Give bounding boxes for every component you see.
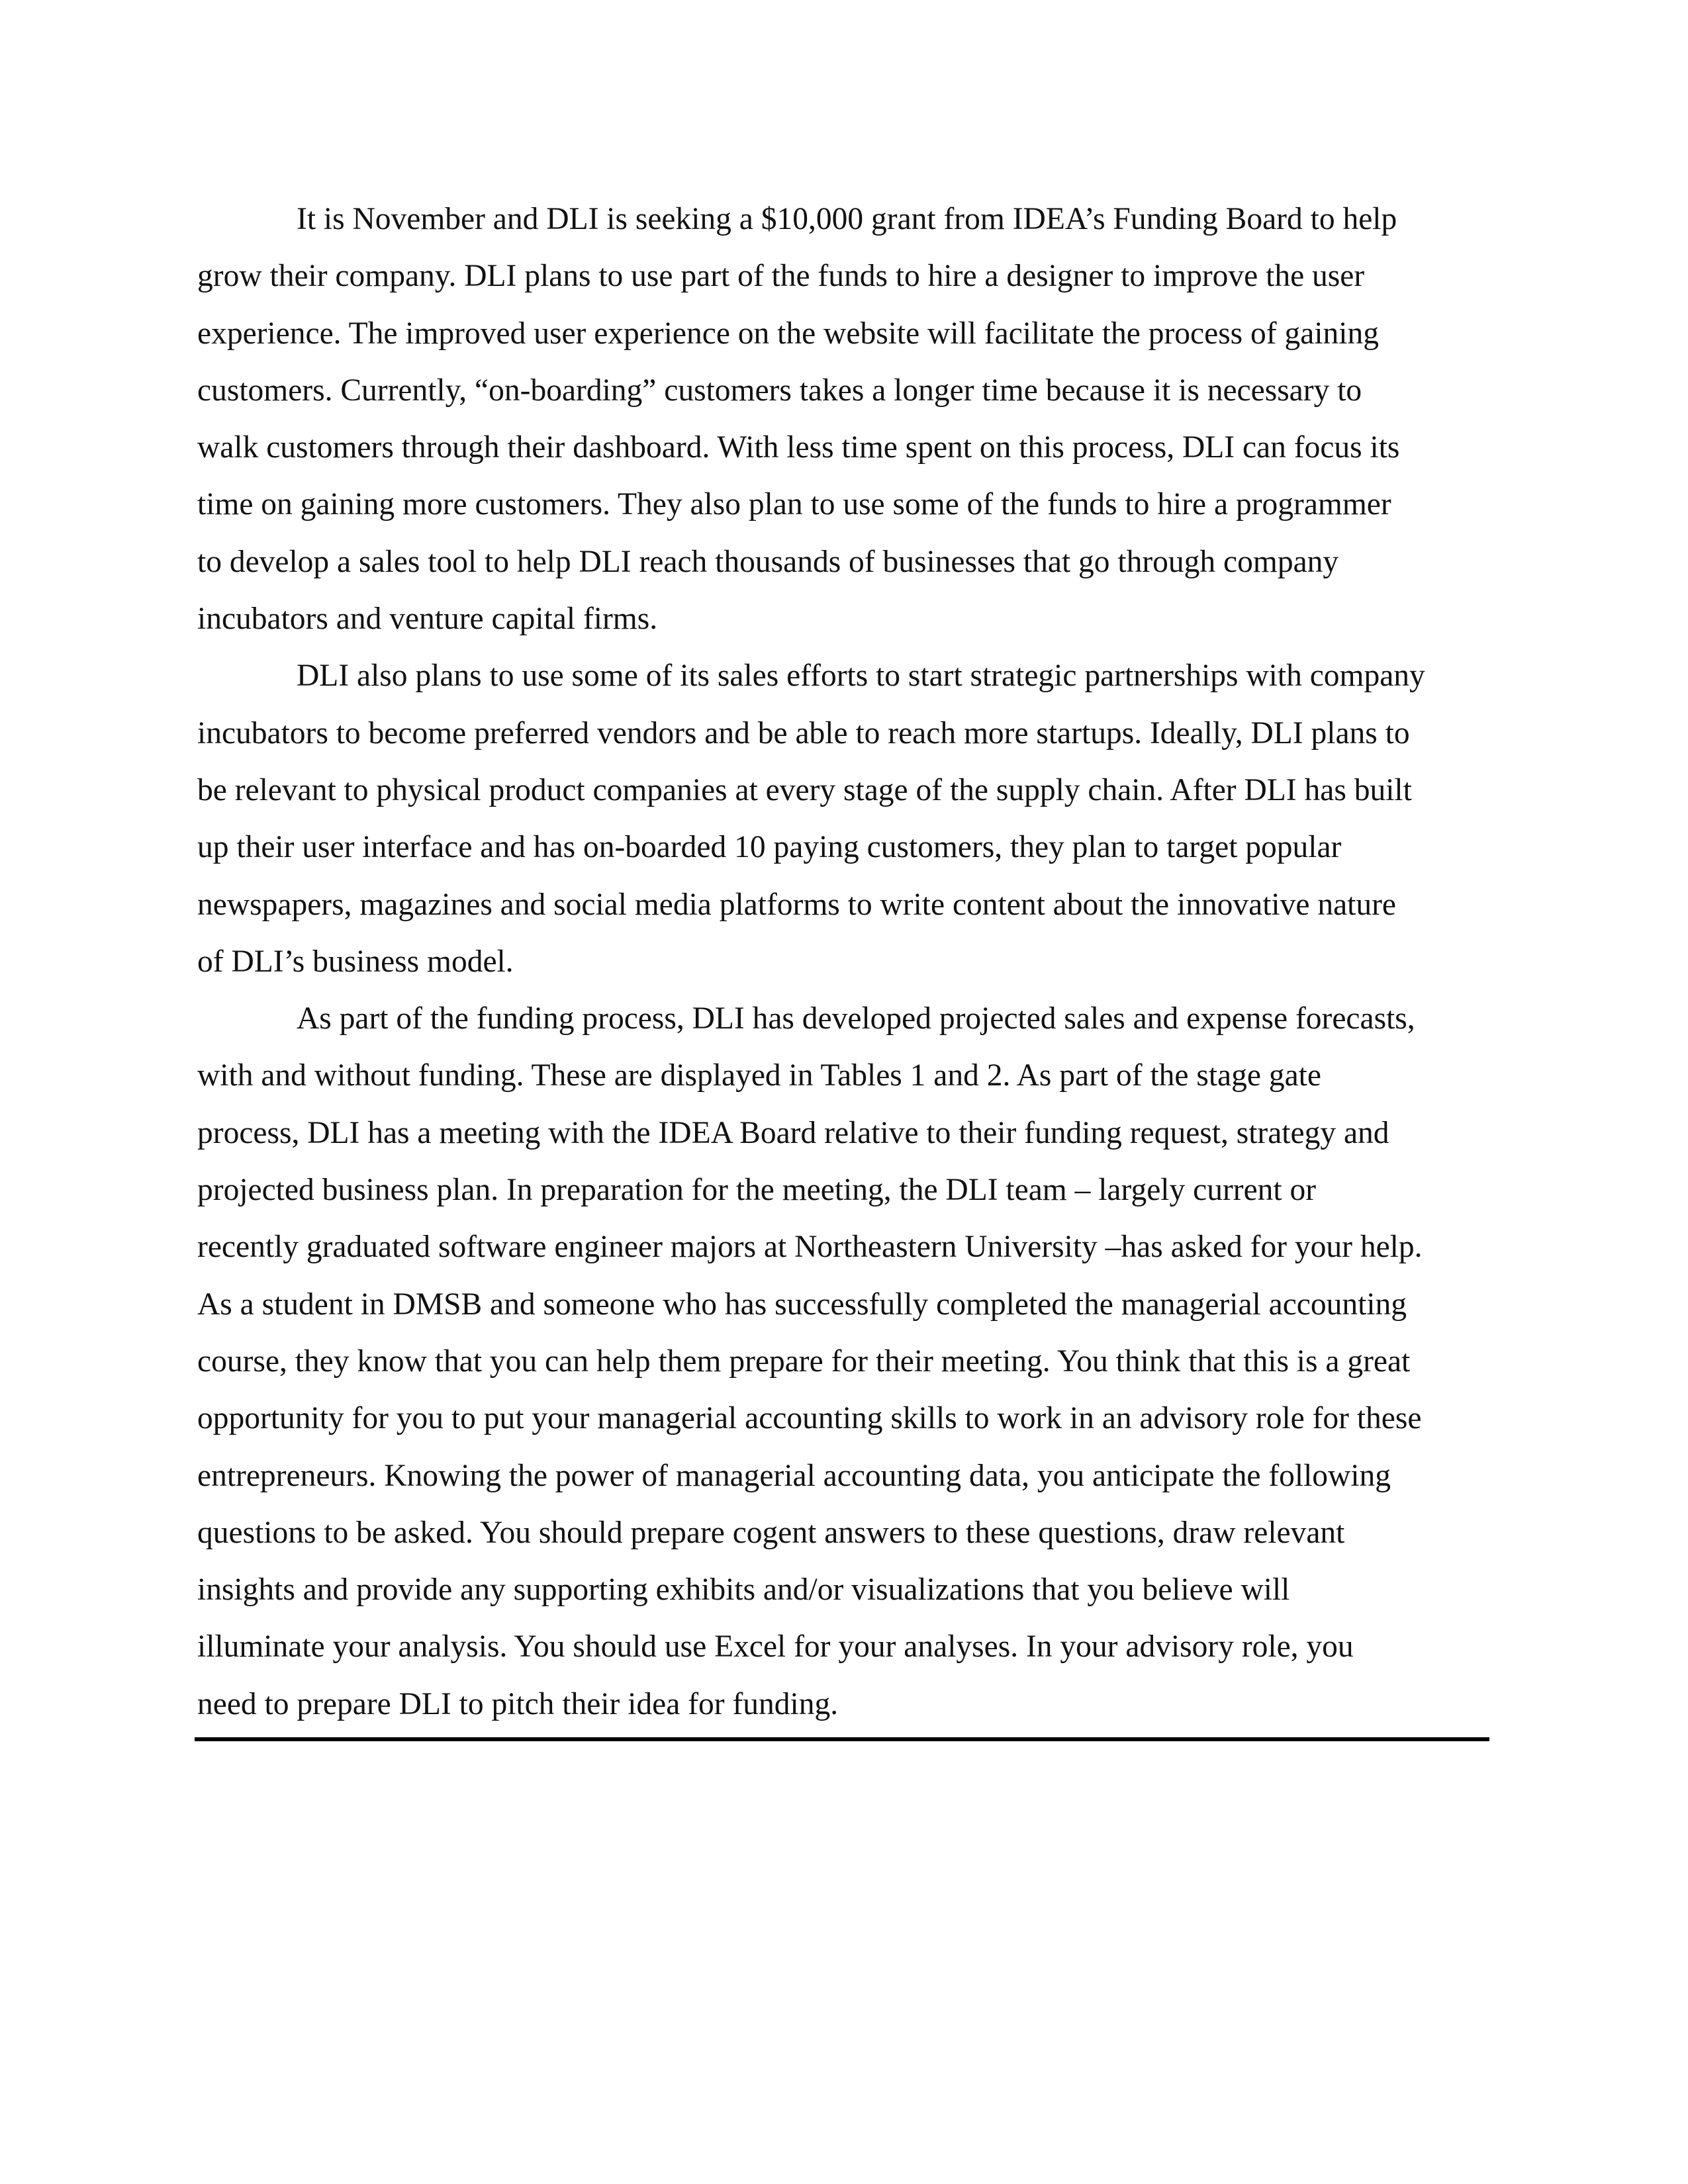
paragraph-line: opportunity for you to put your managerial accounting skills to work in an advisory role for these	[197, 1401, 1422, 1436]
paragraph-line: It is November and DLI is seeking a $10,000 grant from IDEA’s Funding Board to help	[297, 202, 1397, 236]
paragraph-line: up their user interface and has on-boarded 10 paying customers, they plan to target popular	[197, 830, 1342, 865]
paragraph-line: be relevant to physical product companies at every stage of the supply chain. After DLI has built	[197, 772, 1412, 807]
paragraph-line: need to prepare DLI to pitch their idea for funding.	[197, 1686, 839, 1721]
paragraph-line: experience. The improved user experience on the website will facilitate the process of gaining	[197, 316, 1379, 351]
paragraph-line: DLI also plans to use some of its sales efforts to start strategic partnerships with company	[297, 659, 1425, 694]
paragraph-line: As a student in DMSB and someone who has successfully completed the managerial accounting	[197, 1287, 1407, 1322]
paragraph-line: customers. Currently, “on-boarding” customers takes a longer time because it is necessary to	[197, 373, 1362, 408]
paragraph-line: projected business plan. In preparation for the meeting, the DLI team – largely current or	[197, 1173, 1317, 1208]
paragraph-line: incubators and venture capital firms.	[197, 602, 658, 637]
paragraph-line: illuminate your analysis. You should use Excel for your analyses. In your advisory role, you	[197, 1629, 1354, 1664]
paragraph-line: time on gaining more customers. They also plan to use some of the funds to hire a programmer	[197, 487, 1391, 522]
body-text	[197, 191, 1495, 1733]
paragraph-line: of DLI’s business model.	[197, 944, 514, 979]
paragraph-line: questions to be asked. You should prepare cogent answers to these questions, draw relevant	[197, 1515, 1345, 1550]
paragraph-line: As part of the funding process, DLI has developed projected sales and expense forecasts,	[297, 1001, 1415, 1036]
paragraph-line: process, DLI has a meeting with the IDEA Board relative to their funding request, strategy and	[197, 1115, 1389, 1150]
paragraph-line: to develop a sales tool to help DLI reach thousands of businesses that go through company	[197, 544, 1339, 579]
horizontal-rule	[195, 1737, 1489, 1741]
paragraph-1	[197, 191, 1495, 647]
paragraph-line: newspapers, magazines and social media platforms to write content about the innovative nature	[197, 887, 1397, 922]
paragraph-line: grow their company. DLI plans to use part of the funds to hire a designer to improve the user	[197, 259, 1365, 294]
paragraph-line: walk customers through their dashboard. With less time spent on this process, DLI can focus its	[197, 430, 1400, 465]
paragraph-line: course, they know that you can help them prepare for their meeting. You think that this is a great	[197, 1343, 1411, 1379]
paragraph-line: with and without funding. These are displayed in Tables 1 and 2. As part of the stage gate	[197, 1058, 1321, 1093]
paragraph-3	[197, 990, 1495, 1733]
paragraph-line: insights and provide any supporting exhibits and/or visualizations that you believe will	[197, 1572, 1290, 1608]
paragraph-line: incubators to become preferred vendors and be able to reach more startups. Ideally, DLI plans to	[197, 715, 1410, 751]
paragraph-2	[197, 647, 1495, 990]
paragraph-line: entrepreneurs. Knowing the power of managerial accounting data, you anticipate the following	[197, 1458, 1391, 1493]
paragraph-line: recently graduated software engineer majors at Northeastern University –has asked for your help.	[197, 1230, 1423, 1265]
